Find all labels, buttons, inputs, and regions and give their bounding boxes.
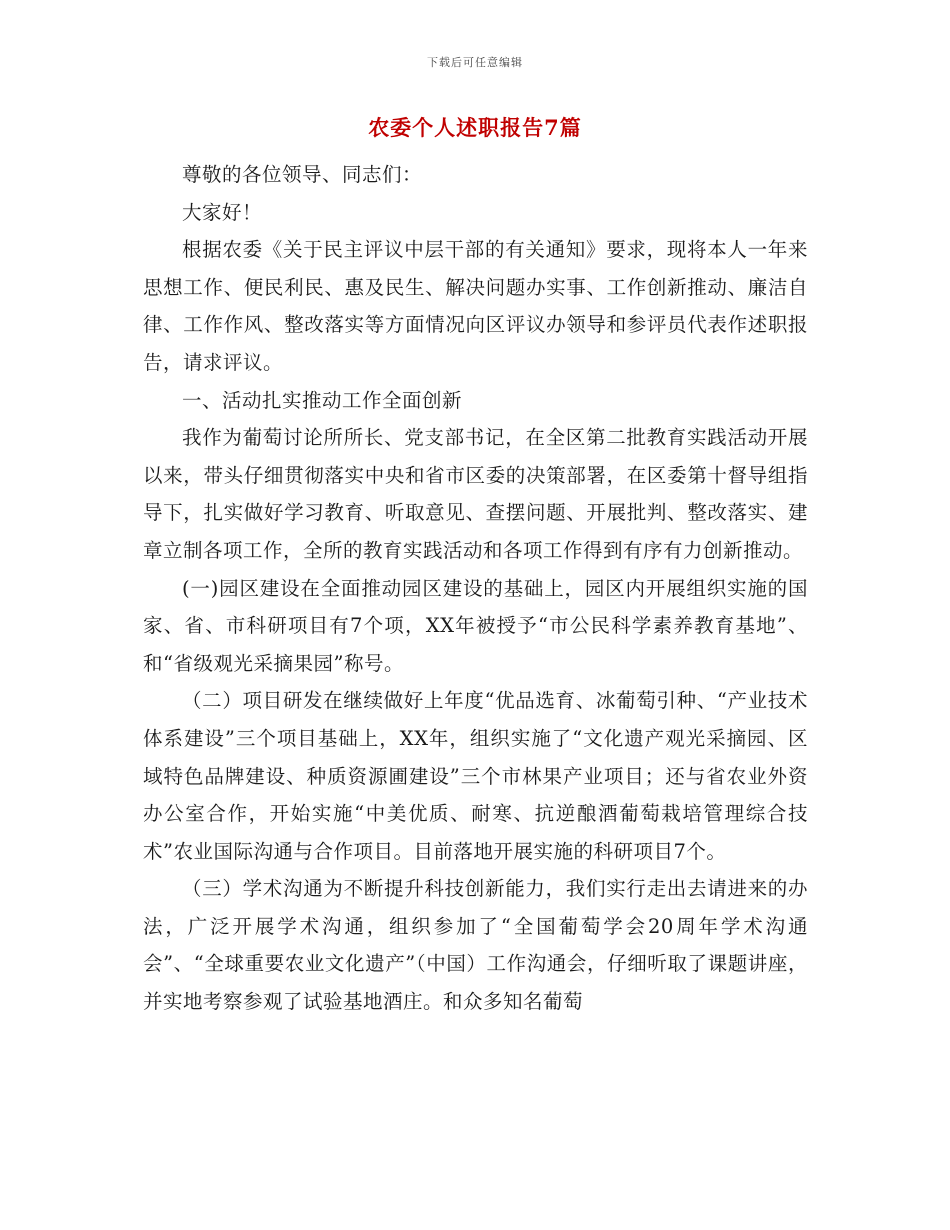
paragraph-academic-exchange: （三）学术沟通为不断提升科技创新能力，我们实行走出去请进来的办法，广泛开展学术沟通，组织参加了“全国葡萄学会20周年学术沟通会”、“全球重要农业文化遗产”（中国）工作沟通会，仔细听取了课题讲座，并实地考察参观了试验基地酒庄。和众多知名葡萄: [143, 877, 808, 1014]
greeting: 大家好！: [182, 200, 263, 224]
paragraph-project-research: （二）项目研发在继续做好上年度“优品选育、冰葡萄引种、“产业技术体系建设”三个项目基础上，XX年，组织实施了“文化遗产观光采摘园、区域特色品牌建设、种质资源圃建设”三个市林果产业项目；还与省农业外资办公室合作，开始实施“中美优质、耐寒、抗逆酿酒葡萄栽培管理综合技术”农业国际沟通与合作项目。目前落地开展实施的科研项目7个。: [143, 689, 808, 863]
paragraph-intro: 根据农委《关于民主评议中层干部的有关通知》要求，现将本人一年来思想工作、便民利民、惠及民生、解决问题办实事、工作创新推动、廉洁自律、工作作风、整改落实等方面情况向区评议办领导和参评员代表作述职报告，请求评议。: [143, 238, 808, 374]
paragraph-activity: 我作为葡萄讨论所所长、党支部书记，在全区第二批教育实践活动开展以来，带头仔细贯彻落实中央和省市区委的决策部署，在区委第十督导组指导下，扎实做好学习教育、听取意见、查摆问题、开展批判、整改落实、建章立制各项工作，全所的教育实践活动和各项工作得到有序有力创新推动。: [143, 426, 808, 562]
section-heading-1: 一、活动扎实推动工作全面创新: [182, 388, 463, 412]
document-title: 农委个人述职报告7篇: [368, 115, 582, 140]
salutation: 尊敬的各位领导、同志们：: [182, 163, 423, 186]
paragraph-park-construction: (一)园区建设在全面推动园区建设的基础上，园区内开展组织实施的国家、省、市科研项目有7个项，XX年被授予“市公民科学素养教育基地”、和“省级观光采摘果园”称号。: [143, 576, 808, 675]
header-note: 下载后可任意编辑: [427, 56, 523, 69]
document-body: [143, 156, 808, 1021]
